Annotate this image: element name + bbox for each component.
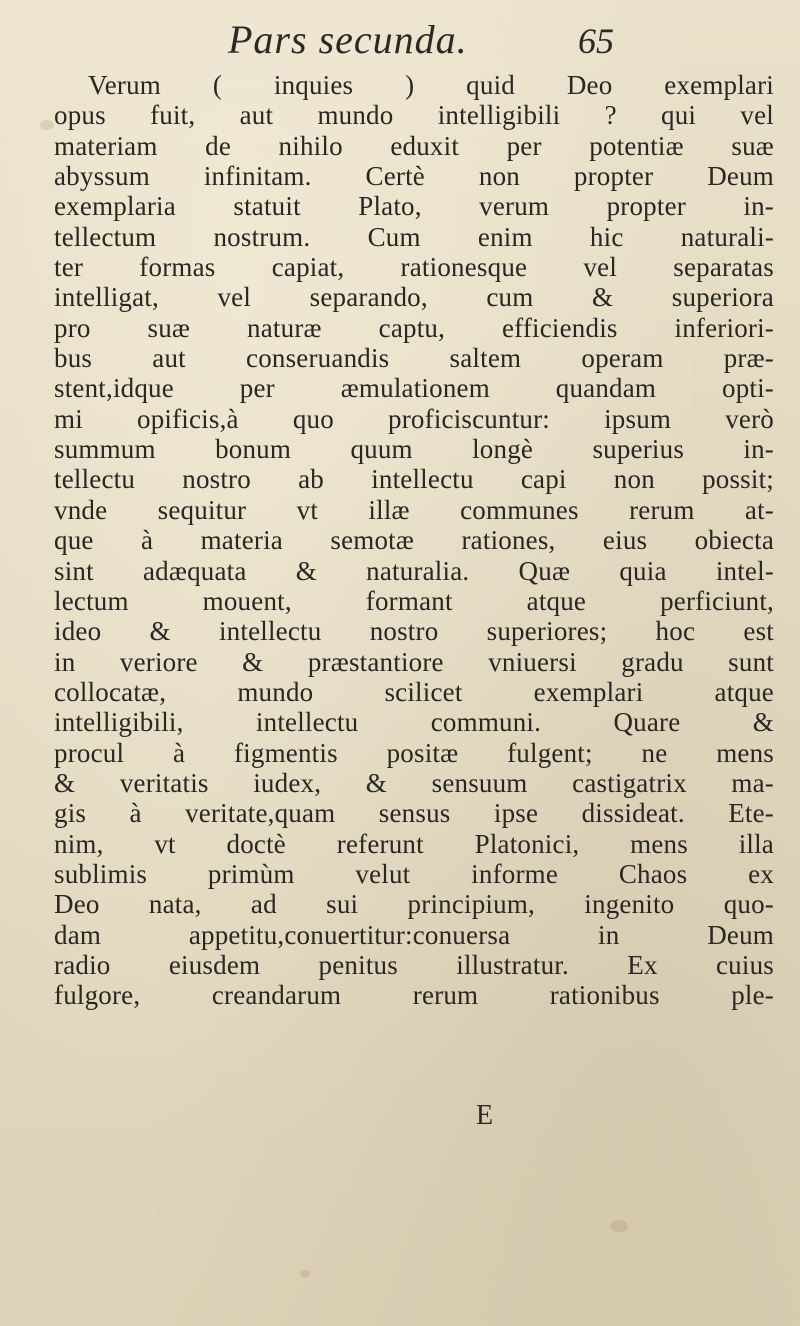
text-line: ideo & intellectu nostro superiores; hoc est — [54, 616, 774, 647]
text-line: materiam de nihilo eduxit per potentiæ suæ — [54, 130, 774, 161]
text-line: sublimis primùm velut informe Chaos ex — [54, 858, 774, 889]
text-line: intelligibili, intellectu communi. Quare & — [54, 707, 774, 738]
text-line: tellectu nostro ab intellectu capi non possit; — [54, 464, 774, 495]
text-line: stent,idque per æmulationem quandam opti- — [54, 373, 774, 404]
foxing-stain — [610, 1220, 628, 1232]
text-line: que à materia semotæ rationes, eius obiecta — [54, 525, 774, 556]
page-number: 65 — [578, 21, 614, 61]
text-line: summum bonum quum longè superius in- — [54, 434, 774, 465]
text-line: exemplaria statuit Plato, verum propter in- — [54, 191, 774, 222]
text-line: mi opificis,à quo proficiscuntur: ipsum verò — [54, 403, 774, 434]
signature-mark: E — [476, 1100, 494, 1131]
text-line: Verum ( inquies ) quid Deo exemplari — [88, 70, 774, 100]
text-line: lectum mouent, formant atque perficiunt, — [54, 585, 774, 616]
body-text — [54, 70, 774, 1011]
text-line: & veritatis iudex, & sensuum castigatrix ma- — [54, 767, 774, 798]
running-head — [0, 10, 800, 66]
text-line: vnde sequitur vt illæ communes rerum at- — [54, 494, 774, 525]
text-line: Deo nata, ad sui principium, ingenito quo- — [54, 889, 774, 920]
text-line: fulgore, creandarum rerum rationibus ple- — [54, 980, 774, 1011]
text-line: collocatæ, mundo scilicet exemplari atque — [54, 676, 774, 707]
text-line: nim, vt doctè referunt Platonici, mens illa — [54, 828, 774, 859]
text-line: intelligat, vel separando, cum & superiora — [54, 282, 774, 313]
foxing-stain — [40, 120, 54, 130]
text-line: procul à figmentis positæ fulgent; ne mens — [54, 737, 774, 768]
running-head-title: Pars secunda. — [228, 17, 468, 62]
text-line: tellectum nostrum. Cum enim hic naturali- — [54, 221, 774, 252]
text-line: opus fuit, aut mundo intelligibili ? qui vel — [54, 100, 774, 131]
text-line: in veriore & præstantiore vniuersi gradu sunt — [54, 646, 774, 677]
text-line: pro suæ naturæ captu, efficiendis inferiori- — [54, 312, 774, 343]
foxing-stain — [300, 1270, 310, 1278]
text-line: ter formas capiat, rationesque vel separatas — [54, 252, 774, 283]
text-line: abyssum infinitam. Certè non propter Deum — [54, 161, 774, 192]
text-line: bus aut conseruandis saltem operam præ- — [54, 343, 774, 374]
text-line: gis à veritate,quam sensus ipse dissideat. Ete- — [54, 798, 774, 829]
text-line: dam appetitu,conuertitur:conuersa in Deum — [54, 919, 774, 950]
text-line: radio eiusdem penitus illustratur. Ex cuius — [54, 949, 774, 980]
text-line: sint adæquata & naturalia. Quæ quia intel- — [54, 555, 774, 586]
